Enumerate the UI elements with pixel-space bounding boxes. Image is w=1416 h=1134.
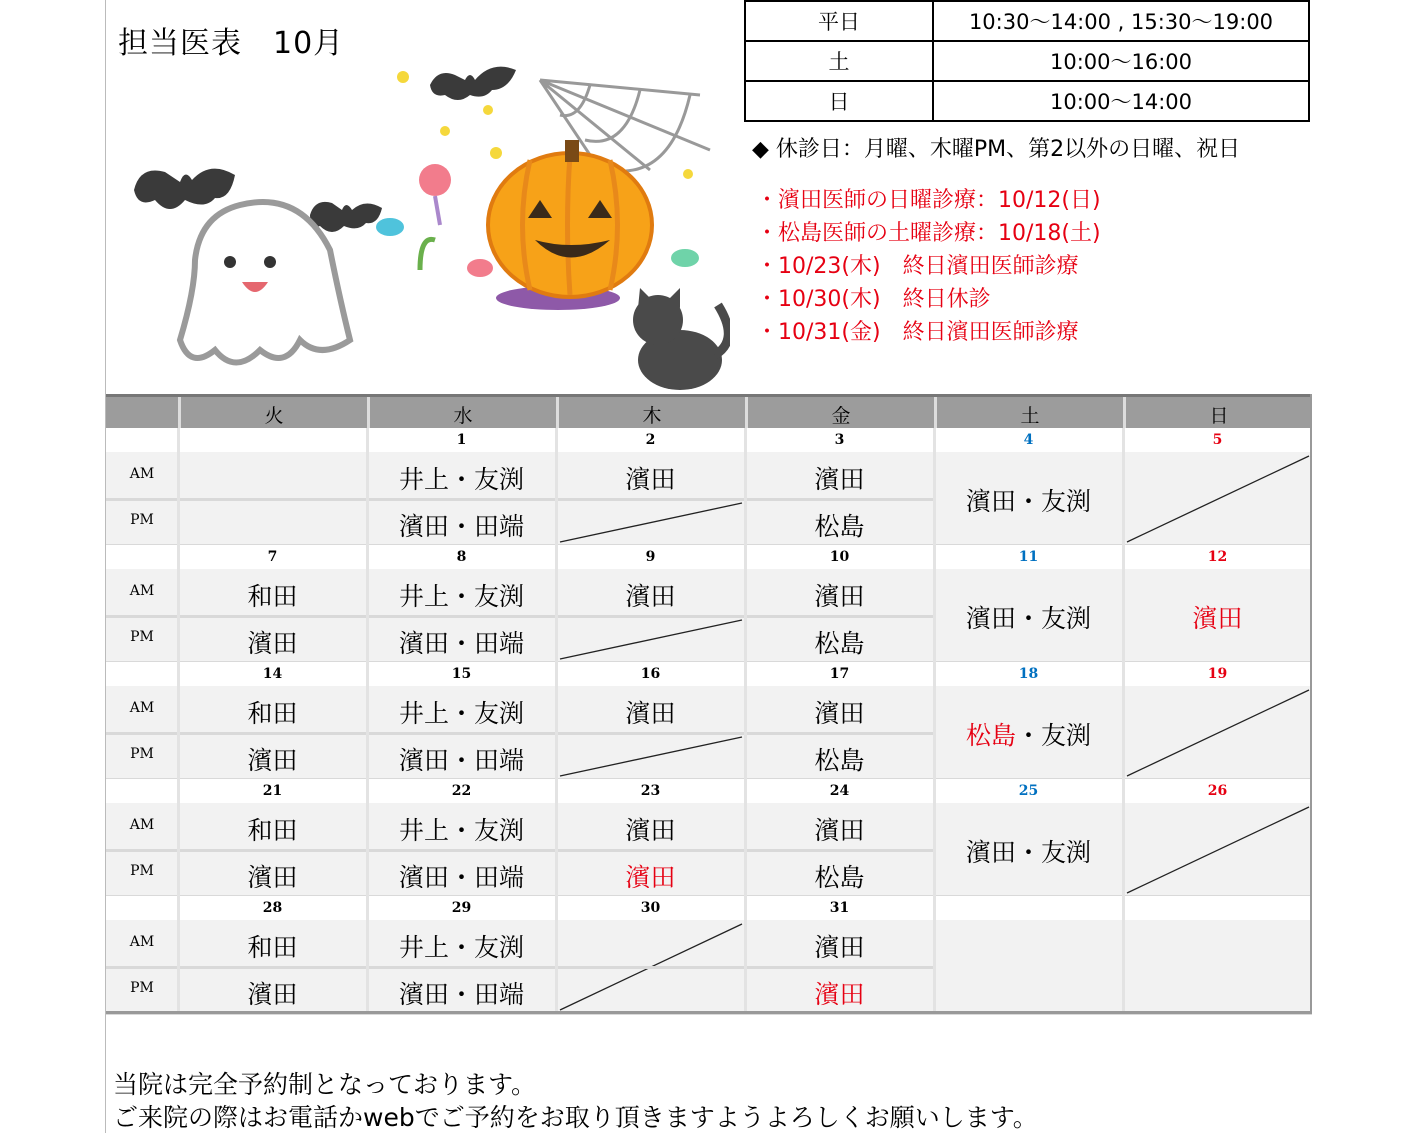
calendar-bottom-border [106,1011,1312,1014]
date-number: 31 [829,900,850,916]
column-divider [744,428,747,1013]
weekday-header: 木 [556,397,745,431]
pm-label: PM [130,629,154,645]
am-doctor: 濱田 [814,582,865,611]
weekday-header: 火 [178,397,367,431]
am-doctor: 和田 [247,816,298,845]
note-item: ・10/23(木) 終日濱田医師診療 [756,254,1079,279]
saturday-doctor: 濱田・友渕 [965,604,1091,633]
pm-doctor: 濱田 [625,863,676,892]
pm-doctor: 濱田・田端 [398,512,524,541]
pm-doctor: 濱田・田端 [398,980,524,1009]
column-divider [555,428,558,1013]
date-number: 21 [262,783,283,799]
am-pm-divider [106,615,934,618]
am-label: AM [129,817,155,833]
am-label: AM [129,466,155,482]
pm-doctor: 濱田 [247,629,298,658]
am-pm-divider [106,849,934,852]
saturday-doctor: 濱田・友渕 [965,487,1091,516]
am-doctor: 井上・友渕 [398,816,524,845]
am-doctor: 井上・友渕 [398,465,524,494]
am-doctor: 濱田 [814,465,865,494]
am-doctor: 和田 [247,699,298,728]
hours-day: 平日 [745,1,933,41]
date-number: 22 [451,783,472,799]
date-number: 7 [267,549,278,565]
am-doctor: 濱田 [814,933,865,962]
weekday-header: 土 [934,397,1123,431]
footer-notice [113,1068,1038,1134]
hours-time: 10:00～16:00 [933,41,1309,81]
date-number: 3 [834,432,845,448]
note-item: ・10/30(木) 終日休診 [756,287,991,312]
doctor-calendar [106,394,1312,1013]
am-doctor: 濱田 [625,816,676,845]
date-number: 26 [1207,783,1228,799]
pm-label: PM [130,746,154,762]
weekday-header: 水 [367,397,556,431]
date-number: 14 [262,666,283,682]
date-number: 5 [1212,432,1223,448]
pm-doctor: 濱田 [247,863,298,892]
pm-doctor: 濱田・田端 [398,863,524,892]
am-doctor: 井上・友渕 [398,582,524,611]
footer-line: ご来院の際はお電話かwebでご予約をお取り頂きますようよろしくお願いします。 [113,1103,1038,1132]
pm-doctor: 松島 [814,512,865,541]
date-number: 24 [829,783,850,799]
slash-mark [1123,803,1312,896]
pm-doctor: 松島 [814,629,865,658]
am-doctor: 濱田 [814,816,865,845]
slash-mark [556,499,745,545]
date-number: 18 [1018,666,1039,682]
am-pm-divider [106,732,934,735]
am-doctor: 濱田 [625,699,676,728]
slash-mark [556,733,745,779]
closed-days: ◆ 休診日：月曜、木曜PM、第2以外の日曜、祝日 [752,137,1241,162]
hours-time: 10:30～14:00 , 15:30～19:00 [933,1,1309,41]
pm-doctor: 濱田 [247,980,298,1009]
date-number: 28 [262,900,283,916]
am-doctor: 濱田 [625,582,676,611]
am-label: AM [129,934,155,950]
am-doctor: 井上・友渕 [398,933,524,962]
column-divider [1122,428,1125,1013]
lollipop-icon [419,164,451,196]
saturday-doctor-rest: ・友渕 [1016,721,1092,750]
slash-mark [1123,686,1312,779]
slash-mark [1123,452,1312,545]
date-number: 23 [640,783,661,799]
date-number: 29 [451,900,472,916]
am-doctor: 濱田 [814,699,865,728]
pm-doctor: 松島 [814,746,865,775]
date-number: 25 [1018,783,1039,799]
weekday-header: 日 [1123,397,1312,431]
date-number: 1 [456,432,467,448]
bat-icon [134,67,516,232]
saturday-doctor: 濱田・友渕 [965,838,1091,867]
date-number: 10 [829,549,850,565]
date-number: 11 [1018,549,1039,565]
cat-icon [633,288,728,390]
am-label: AM [129,583,155,599]
date-number: 2 [645,432,656,448]
weekday-header: 金 [745,397,934,431]
calendar-header [106,394,1312,428]
page-title: 担当医表 10月 [118,26,345,61]
date-number: 12 [1207,549,1228,565]
pm-doctor: 濱田・田端 [398,629,524,658]
am-pm-divider [106,498,934,501]
am-doctor: 和田 [247,933,298,962]
hours-day: 日 [745,81,933,121]
date-number: 30 [640,900,661,916]
hours-time: 10:00～14:00 [933,81,1309,121]
saturday-doctor-highlight: 松島 [965,721,1016,750]
footer-line: 当院は完全予約制となっております。 [113,1070,537,1099]
slash-mark [556,616,745,662]
hours-table [744,0,1310,122]
date-number: 17 [829,666,850,682]
pm-doctor: 濱田 [247,746,298,775]
pm-doctor: 濱田 [814,980,865,1009]
pm-label: PM [130,980,154,996]
pm-label: PM [130,512,154,528]
calendar-right-border [1310,394,1312,1013]
date-number: 15 [451,666,472,682]
sunday-doctor: 濱田 [1192,604,1243,633]
date-number: 19 [1207,666,1228,682]
pm-label: PM [130,863,154,879]
am-doctor: 濱田 [625,465,676,494]
note-item: ・10/31(金) 終日濱田医師診療 [756,320,1079,345]
am-doctor: 和田 [247,582,298,611]
column-divider [366,428,369,1013]
am-label: AM [129,700,155,716]
am-pm-divider [106,966,934,969]
hours-day: 土 [745,41,933,81]
am-doctor: 井上・友渕 [398,699,524,728]
column-divider [933,428,936,1013]
date-number: 4 [1023,432,1034,448]
pm-doctor: 濱田・田端 [398,746,524,775]
column-divider [177,428,180,1013]
date-number: 16 [640,666,661,682]
saturday-doctor [934,716,1123,752]
pm-doctor: 松島 [814,863,865,892]
notes-list [756,184,1101,349]
note-item: ・濱田医師の日曜診療：10/12(日) [756,188,1101,213]
note-item: ・松島医師の土曜診療：10/18(土) [756,221,1101,246]
date-number: 8 [456,549,467,565]
halloween-illustration [120,40,730,396]
date-number: 9 [645,549,656,565]
